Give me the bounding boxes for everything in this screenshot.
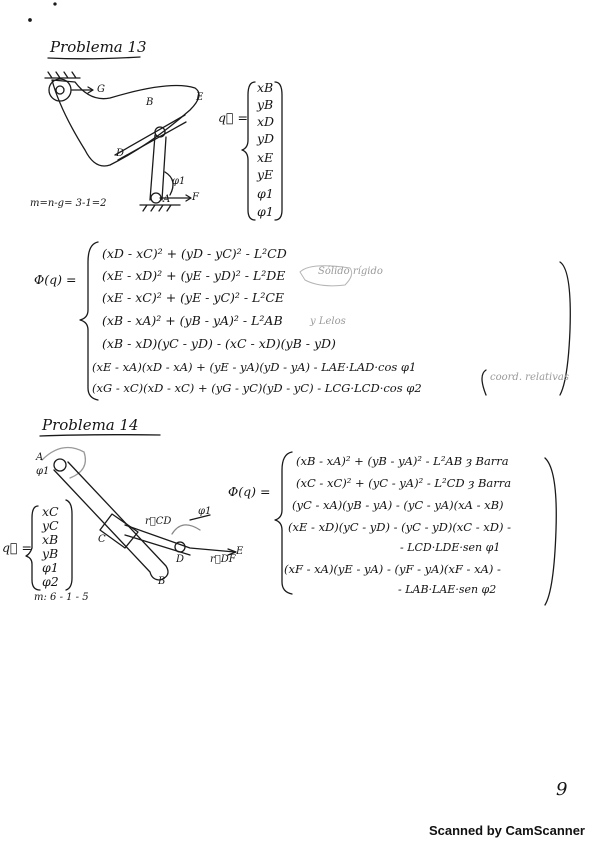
q13-item: yD	[257, 131, 275, 146]
q14-item: φ2	[42, 574, 59, 589]
bar-cde	[125, 525, 235, 552]
brace-q13	[242, 82, 255, 220]
phi14-eq: (xE - xD)(yC - yD) - (yC - yD)(xC - xD) -	[288, 520, 512, 534]
q-label-13: q⃗ =	[218, 110, 248, 125]
phi14-eq: - LAB·LAE·sen φ2	[398, 583, 497, 596]
mobility-13: m=n-g= 3-1=2	[30, 198, 107, 209]
q14-item: xC	[42, 504, 59, 519]
label-a14: A	[36, 452, 44, 463]
label-d14: D	[176, 554, 185, 565]
q13-item: xE	[257, 150, 274, 165]
title-underline-14	[40, 435, 160, 436]
q14-item: xB	[42, 532, 59, 547]
phi13-eq: (xE - xD)² + (yE - yD)² - L²DE	[102, 268, 286, 283]
q13-item: yE	[257, 167, 274, 182]
ink-dot	[29, 19, 31, 21]
label-phi1-14: φ1	[36, 466, 50, 477]
phi13-eq: (xB - xD)(yC - yD) - (xC - xD)(yB - yD)	[102, 336, 336, 351]
phi13-eq: (xB - xA)² + (yB - yA)² - L²AB	[102, 313, 283, 328]
q-label-14: q⃗ =	[2, 540, 32, 555]
q13-item: φ1	[257, 204, 274, 219]
bar-da	[150, 135, 166, 200]
label-rcd: r⃗CD	[145, 516, 172, 527]
phi13-eq: (xE - xA)(xD - xA) + (yE - yA)(yD - yA) - LAE·LAD·cos φ1	[92, 360, 417, 374]
problem13-title: Problema 13	[50, 38, 147, 56]
label-f: F	[192, 192, 199, 203]
phi14-eq: (xB - xA)² + (yB - yA)² - L²AB ȝ Barra	[296, 454, 509, 468]
q14-item: yC	[42, 518, 59, 533]
q14-item: yB	[42, 546, 59, 561]
label-c14: C	[98, 534, 106, 545]
ground-a	[140, 205, 180, 211]
brace-phi13	[80, 242, 98, 400]
q13-item: φ1	[257, 186, 274, 201]
phi13-eq: (xD - xC)² + (yD - yC)² - L²CD	[102, 246, 287, 261]
label-phi1: φ1	[172, 176, 186, 187]
scanner-footer: Scanned by CamScanner	[428, 823, 585, 838]
annotation-coord: coord. relativas	[490, 372, 569, 383]
phi13-eq: (xG - xC)(xD - xC) + (yG - yC)(yD - yC) - LCG·LCD·cos φ2	[92, 381, 422, 395]
phi14-eq: - LCD·LDE·sen φ1	[400, 541, 501, 554]
q13-item: xB	[257, 80, 274, 95]
title-underline-13	[48, 57, 140, 59]
q13-item: xD	[257, 114, 275, 129]
label-g: G	[97, 84, 105, 95]
phi-label-13: Φ(q) =	[34, 272, 77, 287]
label-e: E	[196, 92, 204, 103]
joint-d	[175, 542, 185, 552]
annotation-lelos: y Lelos	[310, 316, 346, 327]
phi-label-14: Φ(q) =	[228, 484, 271, 499]
label-d: D	[116, 148, 125, 159]
phi14-eq: (xC - xC)² + (yC - yA)² - L²CD ȝ Barra	[296, 476, 512, 490]
label-b14: B	[158, 576, 166, 587]
mobility-14: m: 6 - 1 - 5	[34, 592, 89, 603]
link-curved	[52, 80, 199, 166]
q13-item: yB	[257, 97, 274, 112]
label-b: B	[146, 97, 154, 108]
ink-dot	[54, 3, 56, 5]
annotation-rigid: Sólido rígido	[318, 266, 383, 277]
brace-coord-rel	[482, 370, 486, 395]
label-a: A	[163, 194, 171, 205]
phi14-eq: (xF - xA)(yE - yA) - (yF - yA)(xF - xA) -	[284, 562, 501, 576]
problem14-title: Problema 14	[42, 416, 139, 434]
label-rdf: r⃗DF	[210, 554, 236, 565]
phi13-eq: (xE - xC)² + (yE - yC)² - L²CE	[102, 290, 285, 305]
phi14-eq: (yC - xA)(yB - yA) - (yC - yA)(xA - xB)	[292, 498, 504, 512]
page-number: 9	[556, 779, 568, 800]
q14-item: φ1	[42, 560, 59, 575]
label-e14: E	[236, 546, 244, 557]
support-g	[45, 72, 93, 101]
label-phi2-14: φ1	[198, 506, 212, 517]
link-slot	[115, 115, 185, 155]
